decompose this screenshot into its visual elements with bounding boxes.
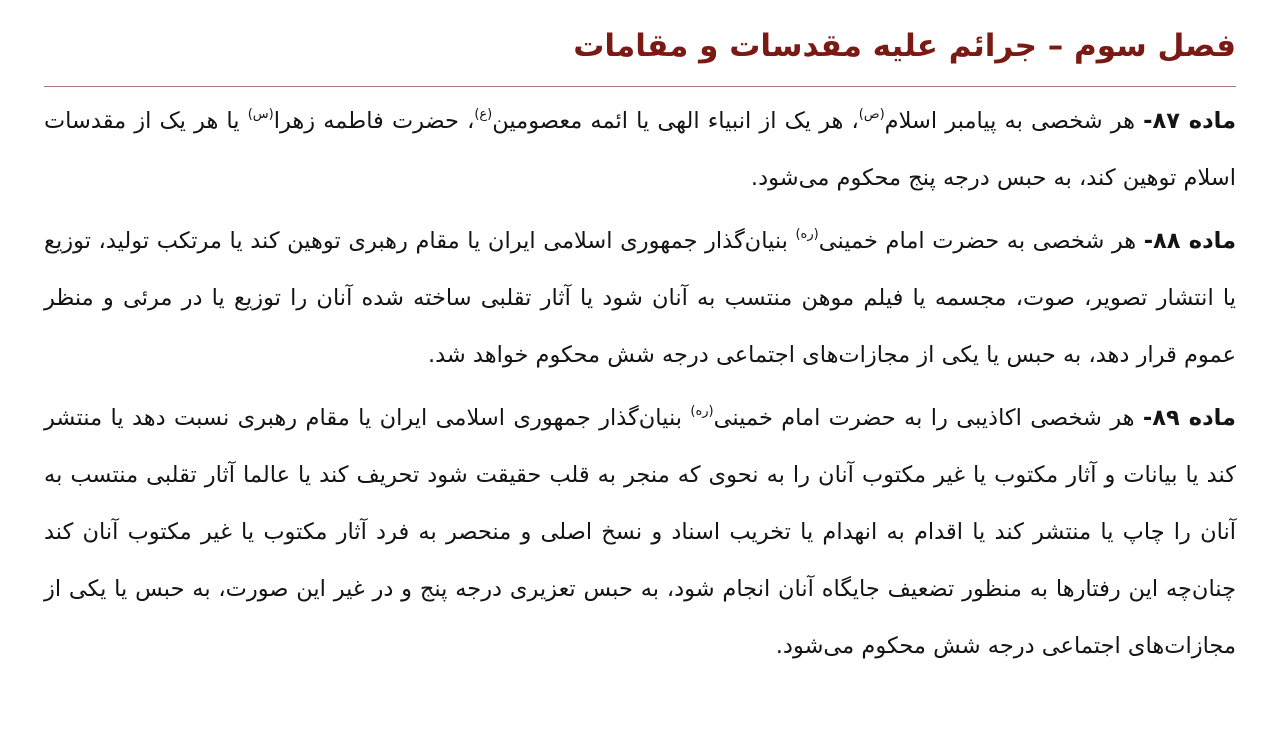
chapter-title: فصل سوم – جرائم علیه مقدسات و مقامات [573, 28, 1236, 64]
honorific-superscript: (ع) [474, 107, 493, 122]
article-text: یا هر یک از مقدسات اسلام توهین کند، به حبس درجه پنج محکوم می‌شود. [44, 108, 1236, 191]
article-text: ، حضرت فاطمه زهرا [273, 108, 475, 134]
article-number: ماده ۸۸- [1143, 228, 1237, 254]
article-number: ماده ۸۹- [1142, 405, 1236, 431]
honorific-superscript: (س) [247, 107, 274, 122]
article-text: هر شخصی به پیامبر اسلام [884, 108, 1144, 134]
honorific-superscript: (ره) [795, 227, 819, 242]
honorific-superscript: (ص) [858, 107, 885, 122]
article-text: بنیان‌گذار جمهوری اسلامی ایران یا مقام رهبری توهین کند یا مرتکب تولید، توزیع یا انتشار تصویر، صوت، مجسمه یا فیلم موهن منتسب به آنان شود یا آثار تقلبی ساخته شده آنان را توزیع یا در مرئی و منظر عموم قرار دهد، به حبس یا یکی از مجازات‌های اجتماعی درجه شش محکوم خواهد شد. [44, 228, 1236, 368]
article-88 [44, 213, 1236, 384]
article-text: هر شخصی به حضرت امام خمینی [818, 228, 1144, 254]
article-text: ، هر یک از انبیاء الهی یا ائمه معصومین [492, 108, 859, 134]
article-text: هر شخصی اکاذیبی را به حضرت امام خمینی [713, 405, 1143, 431]
title-divider [44, 86, 1236, 87]
article-number: ماده ۸۷- [1143, 108, 1236, 134]
article-text: بنیان‌گذار جمهوری اسلامی ایران یا مقام رهبری نسبت دهد یا منتشر کند یا بیانات و آثار مکتوب یا غیر مکتوب آنان را به نحوی که منجر به قلب حقیقت شود تحریف کند یا عالما آثار تقلبی منتسب به آنان را چاپ یا منتشر کند یا اقدام به انهدام یا تخریب اسناد و نسخ اصلی و منحصر به فرد آثار مکتوب یا غیر مکتوب آنان کند چنان‌چه این رفتارها به منظور تضعیف جایگاه آنان انجام شود، به حبس تعزیری درجه پنج و در غیر این صورت، به حبس یا یکی از مجازات‌های اجتماعی درجه شش محکوم می‌شود. [44, 405, 1236, 659]
article-87 [44, 93, 1236, 207]
article-89 [44, 390, 1236, 675]
honorific-superscript: (ره) [690, 404, 714, 419]
